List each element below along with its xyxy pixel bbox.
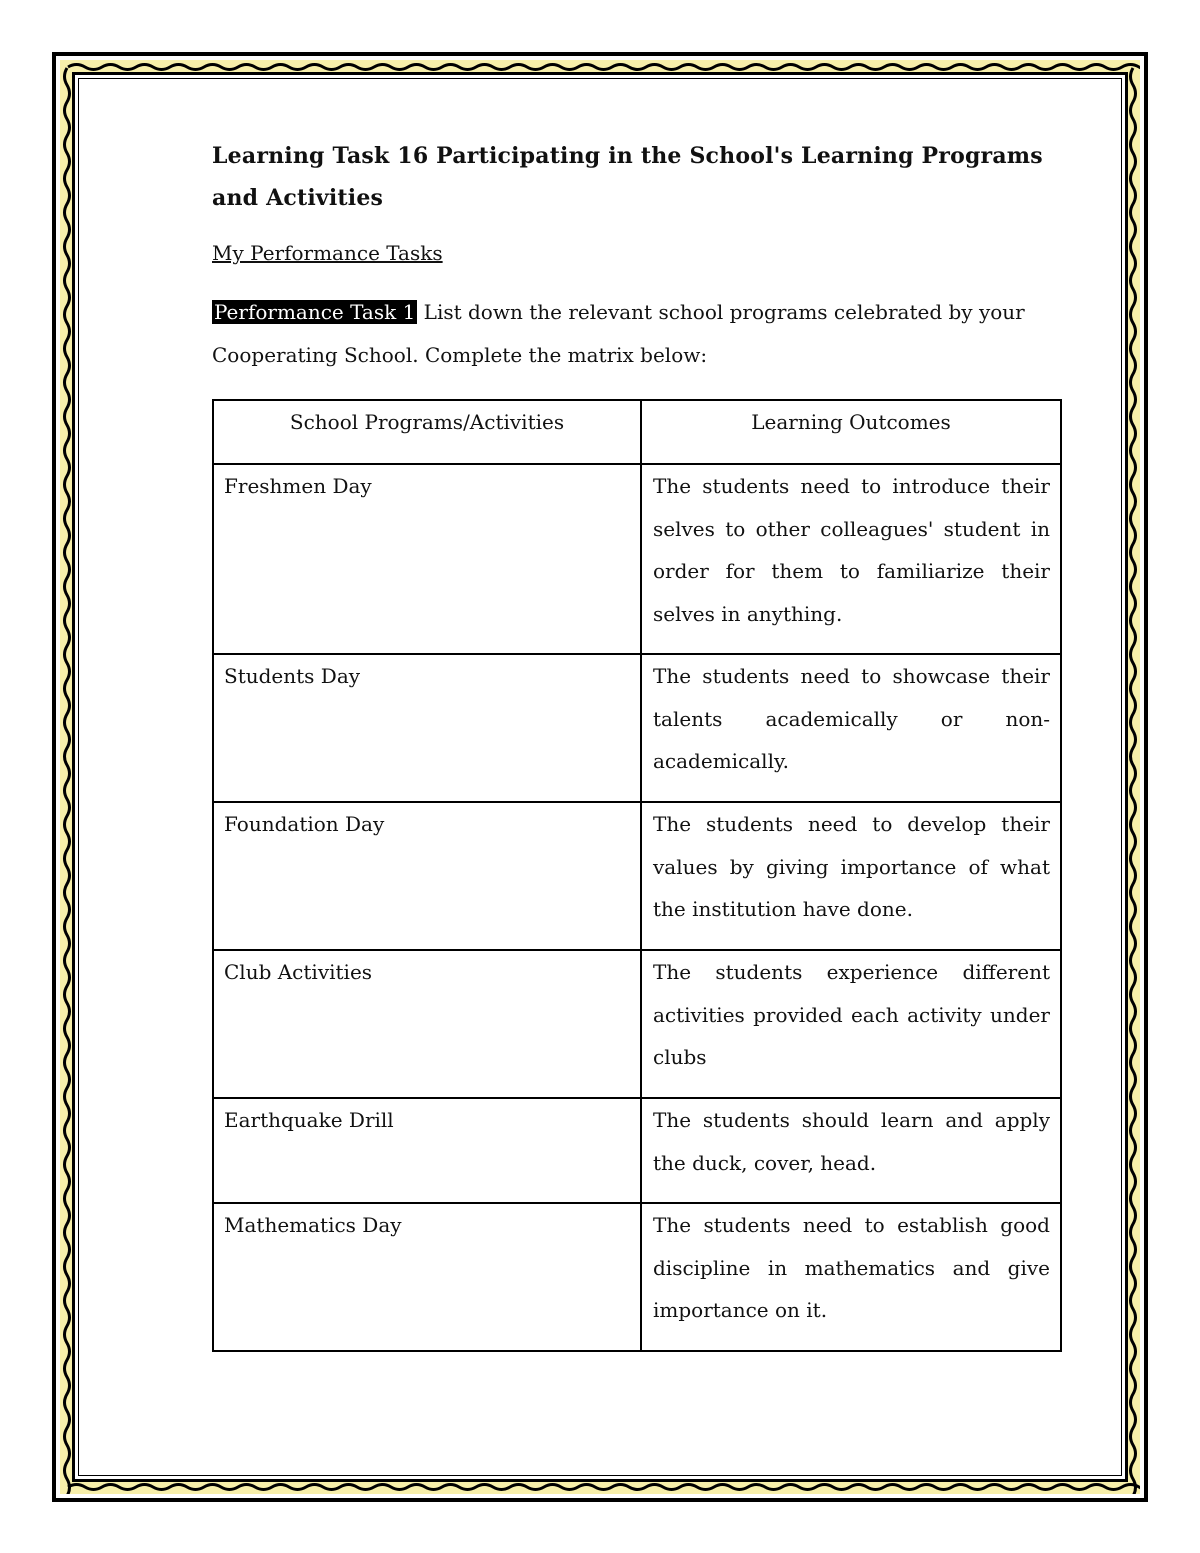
document-title: Learning Task 16 Participating in the School's Learning Programs and Activities: [212, 143, 1043, 211]
table-row: [213, 1098, 1061, 1203]
outcome-cell: The students need to establish good discipline in mathematics and give importance on it.: [641, 1203, 1061, 1351]
column-header-outcomes: Learning Outcomes: [641, 400, 1061, 464]
program-cell: Foundation Day: [213, 802, 641, 950]
program-cell: Freshmen Day: [213, 464, 641, 654]
table-row: [213, 950, 1061, 1098]
outcome-cell: The students experience different activities provided each activity under clubs: [641, 950, 1061, 1098]
table-row: [213, 654, 1061, 802]
outcome-cell: The students need to introduce their selves to other colleagues' student in order for them to familiarize their selves in anything.: [641, 464, 1061, 654]
program-cell: Mathematics Day: [213, 1203, 641, 1351]
program-cell: Students Day: [213, 654, 641, 802]
task-instruction: [212, 291, 1060, 377]
programs-matrix-table: [212, 399, 1062, 1352]
program-cell: Earthquake Drill: [213, 1098, 641, 1203]
document-body: [212, 135, 1060, 1352]
outcome-cell: The students need to showcase their talents academically or non-academically.: [641, 654, 1061, 802]
program-cell: Club Activities: [213, 950, 641, 1098]
task-instruction-text: List down the relevant school programs celebrated by your Cooperating School. Complete the matrix below:: [212, 300, 1025, 367]
table-row: [213, 802, 1061, 950]
outcome-cell: The students should learn and apply the duck, cover, head.: [641, 1098, 1061, 1203]
table-header-row: [213, 400, 1061, 464]
task-label-highlight: Performance Task 1: [214, 300, 416, 324]
table-row: [213, 464, 1061, 654]
outcome-cell: The students need to develop their values by giving importance of what the institution have done.: [641, 802, 1061, 950]
table-row: [213, 1203, 1061, 1351]
column-header-programs: School Programs/Activities: [213, 400, 641, 464]
section-subheading: My Performance Tasks: [212, 241, 443, 265]
